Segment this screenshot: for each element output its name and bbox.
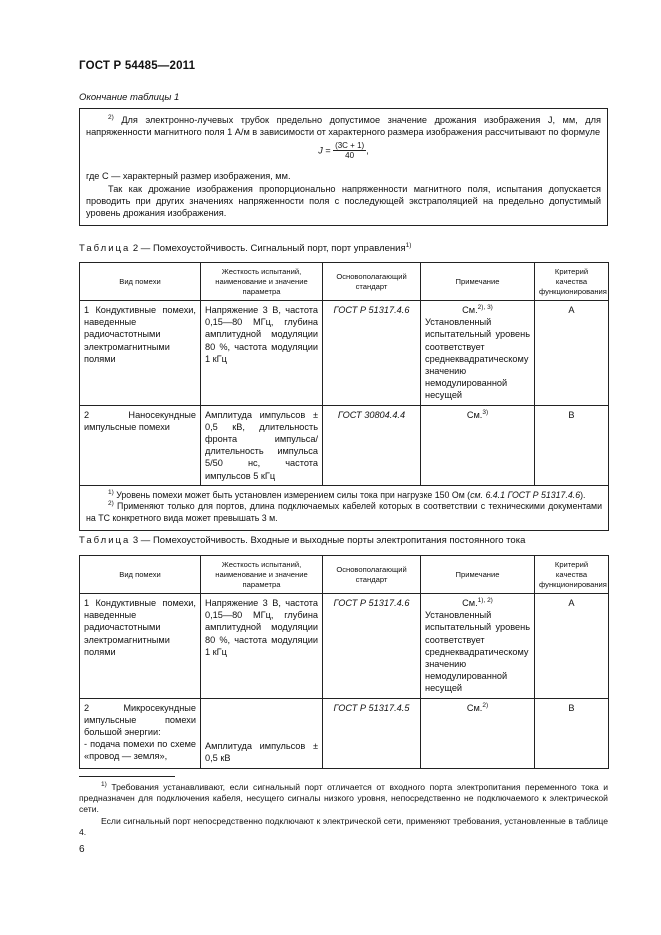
table2-caption: Таблица 2 — Помехоустойчивость. Сигнальный порт, порт управления$^{1)}$	[79, 242, 412, 254]
col-header: Основополагающий стандарт	[323, 556, 421, 594]
page-footnote-2: Если сигнальный порт непосредственно подключают к электрической сети, применяют требования, установленные в таблице 4.	[79, 815, 608, 837]
cell-type: 1 Кондуктивные помехи, наведенные радиочастотными электромагнитными полями	[80, 301, 201, 406]
cell-criterion: В	[535, 405, 609, 485]
col-header: Жесткость испытаний, наименование и значение параметра	[201, 556, 323, 594]
cell-note: См.$^{2)}$	[421, 698, 535, 768]
document-header: ГОСТ Р 54485—2011	[79, 60, 196, 72]
cell-standard: ГОСТ Р 51317.4.6	[323, 594, 421, 699]
col-header: Вид помехи	[80, 263, 201, 301]
note-paragraph-1: $^{2)}$ Для электронно-лучевых трубок предельно допустимое значение дрожания изображения J, мм, для напряженности магнитного поля 1 А/м в зависимости от характерного размера изображения рассчитывают по формуле	[86, 114, 601, 138]
table2-footnotes	[80, 485, 609, 530]
table2	[79, 262, 609, 531]
table2-footnote-1: $^{1)}$ Уровень помехи может быть установлен измерением силы тока при нагрузке 150 Ом (см. 6.4.1 ГОСТ Р 51317.4.6).	[108, 488, 586, 500]
cell-type: 2 Микросекундные импульсные помехи большой энергии: - подача помехи по схеме «провод — земля»,	[80, 698, 201, 768]
page-number: 6	[79, 844, 85, 855]
cell-standard: ГОСТ Р 51317.4.6	[323, 301, 421, 406]
col-header: Критерий качества функционирования	[535, 556, 609, 594]
table3	[79, 555, 609, 769]
note-paragraph-2: где С — характерный размер изображения, мм.	[86, 171, 291, 182]
table3-caption: Таблица 3 — Помехоустойчивость. Входные и выходные порты электропитания постоянного тока	[79, 535, 526, 546]
table-row	[80, 301, 609, 406]
footnote-separator	[79, 776, 175, 777]
table-continuation-caption: Окончание таблицы 1	[79, 92, 180, 103]
table2-footnote-2: $^{2)}$ Применяют только для портов, длина подключаемых кабелей которых в соответствии с техническими документами на ТС конкретного вида может превышать 3 м.	[86, 500, 602, 524]
table-footnotes-row	[80, 485, 609, 530]
cell-criterion: А	[535, 301, 609, 406]
col-header: Примечание	[421, 556, 535, 594]
table-row	[80, 405, 609, 485]
cell-criterion: А	[535, 594, 609, 699]
cell-note: См.$^{2), 3)}$ Установленный испытательный уровень соответствует среднеквадратическому значению немодулированной несущей	[421, 301, 535, 406]
page-footnote-1: $^{1)}$ Требования устанавливают, если сигнальный порт отличается от входного порта электропитания переменного тока и предназначен для подключения кабеля, несущего сигналы низкого уровня, непосредственно не подключаемого к электрической сети.	[79, 781, 608, 815]
note-paragraph-3: Так как дрожание изображения пропорционально напряженности магнитного поля, испытания допускается проводить при других значениях напряженности поля с последующей экстраполяцией на предельно допустимый уровень дрожания изображения.	[86, 183, 601, 219]
col-header: Основополагающий стандарт	[323, 263, 421, 301]
col-header: Критерий качества функционирования	[535, 263, 609, 301]
cell-severity: Напряжение 3 В, частота 0,15—80 МГц, глубина амплитудной модуляции 80 %, частота модуляции 1 кГц	[201, 301, 323, 406]
cell-note: См.$^{1), 2)}$ Установленный испытательный уровень соответствует среднеквадратическому значению немодулированной несущей	[421, 594, 535, 699]
col-header: Жесткость испытаний, наименование и значение параметра	[201, 263, 323, 301]
formula-fraction: $\frac{(3C + 1)}{40}$	[335, 141, 365, 161]
cell-note: См.$^{3)}$	[421, 405, 535, 485]
table-header-row	[80, 556, 609, 594]
cell-severity: Напряжение 3 В, частота 0,15—80 МГц, глубина амплитудной модуляции 80 %, частота модуляции 1 кГц	[201, 594, 323, 699]
cell-criterion: В	[535, 698, 609, 768]
col-header: Примечание	[421, 263, 535, 301]
cell-standard: ГОСТ Р 51317.4.5	[323, 698, 421, 768]
formula-lhs: J =	[318, 145, 331, 156]
cell-severity: Амплитуда импульсов ± 0,5 кВ	[201, 698, 323, 768]
cell-severity: Амплитуда импульсов ± 0,5 кВ, длительность фронта импульса/длительность импульса 5/50 нс, частота импульсов 5 кГц	[201, 405, 323, 485]
table-header-row	[80, 263, 609, 301]
table1-note-box	[79, 108, 608, 226]
cell-type: 1 Кондуктивные помехи, наведенные радиочастотными электромагнитными полями	[80, 594, 201, 699]
table-row	[80, 594, 609, 699]
table-row	[80, 698, 609, 768]
jitter-formula: J = $\frac{(3C + 1)}{40}$ ,	[318, 141, 369, 161]
page-footnotes	[79, 782, 608, 838]
cell-type: 2 Наносекундные импульсные помехи	[80, 405, 201, 485]
cell-standard: ГОСТ 30804.4.4	[323, 405, 421, 485]
col-header: Вид помехи	[80, 556, 201, 594]
